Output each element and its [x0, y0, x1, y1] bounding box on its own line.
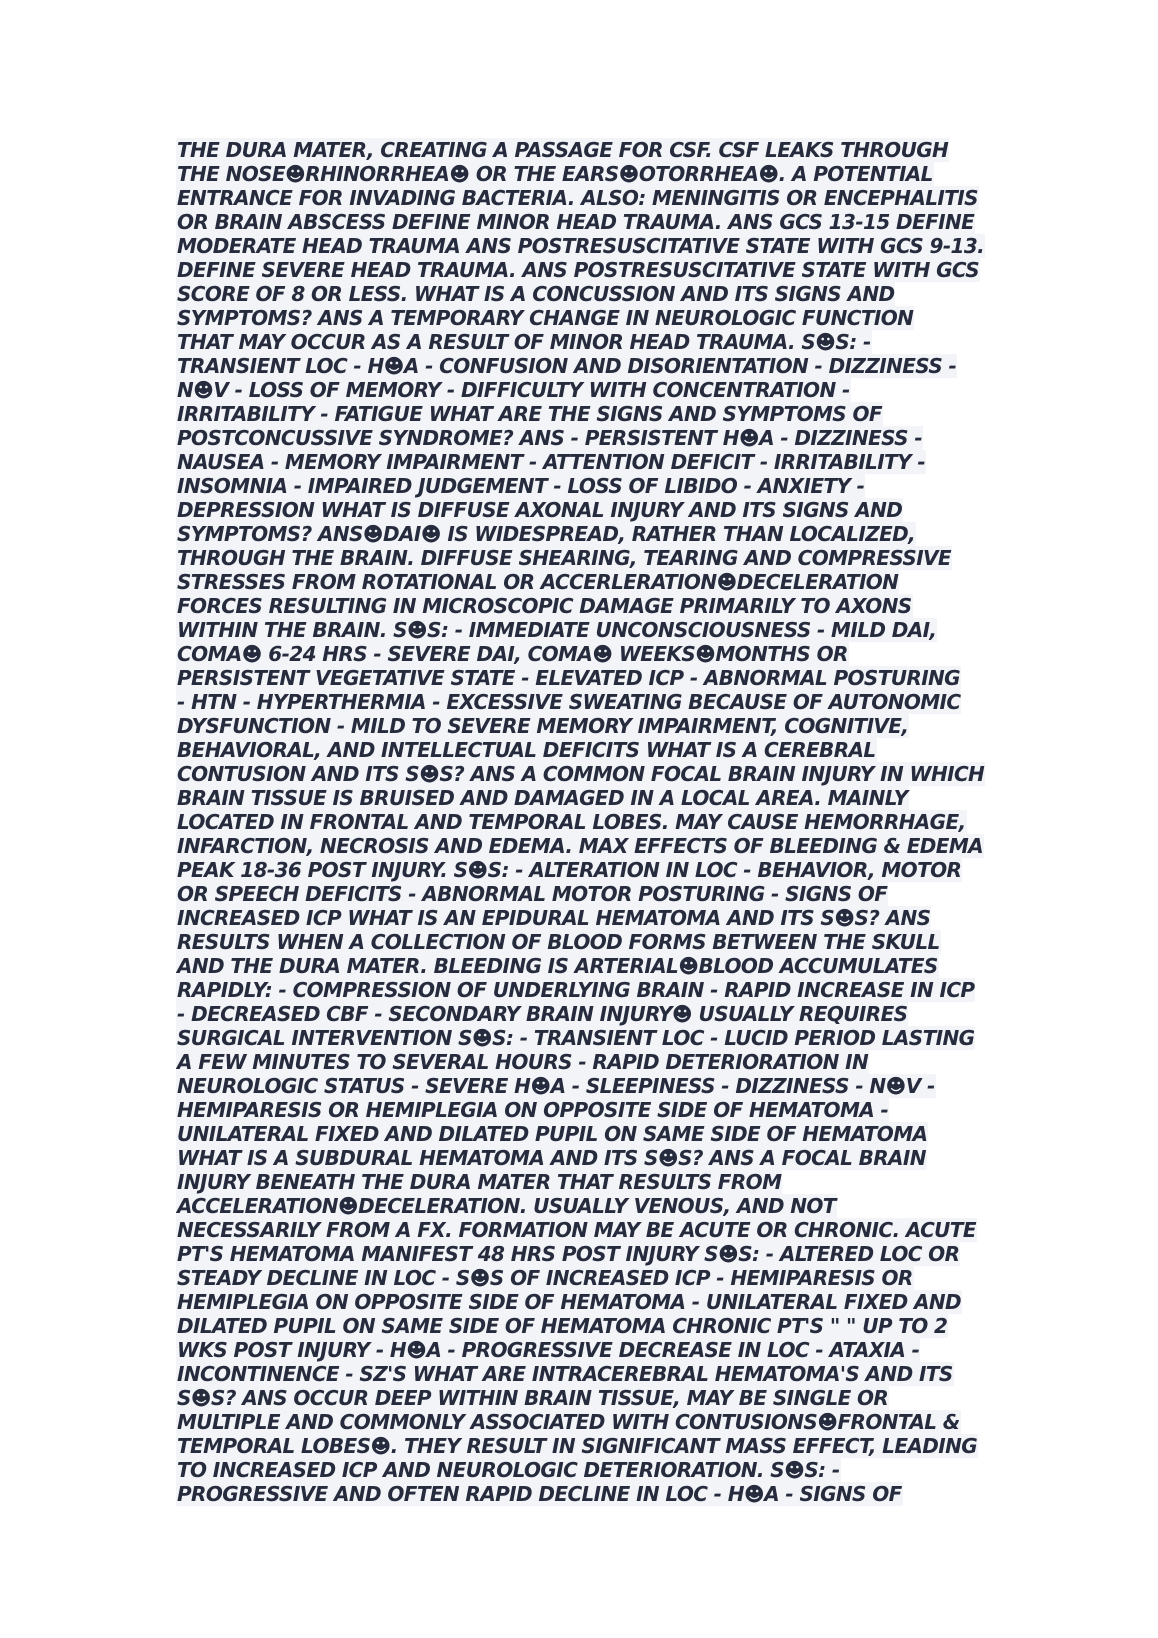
text-line-content: TEMPORAL LOBES☻. THEY RESULT IN SIGNIFICANT MASS EFFECT, LEADING — [177, 1434, 978, 1458]
text-line — [176, 786, 1006, 810]
text-line — [176, 1266, 1006, 1290]
text-line — [176, 354, 1006, 378]
text-line-content: INCONTINENCE - SZ'S WHAT ARE INTRACEREBRAL HEMATOMA'S AND ITS — [177, 1362, 953, 1386]
text-line — [176, 282, 1006, 306]
text-line — [176, 1122, 1006, 1146]
text-line — [176, 1194, 1006, 1218]
text-line — [176, 234, 1006, 258]
text-line-content: DYSFUNCTION - MILD TO SEVERE MEMORY IMPAIRMENT, COGNITIVE, — [177, 714, 909, 738]
text-line-content: SCORE OF 8 OR LESS. WHAT IS A CONCUSSION AND ITS SIGNS AND — [177, 282, 895, 306]
text-line — [176, 1338, 1006, 1362]
text-line — [176, 522, 1006, 546]
text-line-content: PEAK 18-36 POST INJURY. S☻S: - ALTERATION IN LOC - BEHAVIOR, MOTOR — [177, 858, 962, 882]
text-line-content: SYMPTOMS? ANS☻DAI☻ IS WIDESPREAD, RATHER THAN LOCALIZED, — [177, 522, 916, 546]
text-line-content: - DECREASED CBF - SECONDARY BRAIN INJURY☻ USUALLY REQUIRES — [177, 1002, 908, 1026]
text-line-content: THE DURA MATER, CREATING A PASSAGE FOR CSF. CSF LEAKS THROUGH — [177, 138, 949, 162]
document-body-text — [176, 138, 1006, 1506]
text-line-content: INCREASED ICP WHAT IS AN EPIDURAL HEMATOMA AND ITS S☻S? ANS — [177, 906, 931, 930]
text-line-content: COMA☻ 6-24 HRS - SEVERE DAI, COMA☻ WEEKS☻MONTHS OR — [177, 642, 848, 666]
text-line — [176, 1002, 1006, 1026]
text-line-content: - HTN - HYPERTHERMIA - EXCESSIVE SWEATING BECAUSE OF AUTONOMIC — [177, 690, 961, 714]
text-line-content: DEPRESSION WHAT IS DIFFUSE AXONAL INJURY AND ITS SIGNS AND — [177, 498, 903, 522]
text-line — [176, 834, 1006, 858]
text-line — [176, 1410, 1006, 1434]
text-line-content: RAPIDLY: - COMPRESSION OF UNDERLYING BRAIN - RAPID INCREASE IN ICP — [177, 978, 975, 1002]
text-line — [176, 930, 1006, 954]
text-line — [176, 378, 1006, 402]
text-line — [176, 570, 1006, 594]
text-line — [176, 1218, 1006, 1242]
text-line-content: HEMIPARESIS OR HEMIPLEGIA ON OPPOSITE SIDE OF HEMATOMA - — [177, 1098, 889, 1122]
text-line-content: INJURY BENEATH THE DURA MATER THAT RESULTS FROM — [177, 1170, 782, 1194]
text-line — [176, 138, 1006, 162]
text-line — [176, 642, 1006, 666]
text-line-content: NAUSEA - MEMORY IMPAIRMENT - ATTENTION DEFICIT - IRRITABILITY - — [177, 450, 926, 474]
text-line — [176, 1434, 1006, 1458]
text-line — [176, 546, 1006, 570]
text-line-content: ENTRANCE FOR INVADING BACTERIA. ALSO: MENINGITIS OR ENCEPHALITIS — [177, 186, 978, 210]
text-line-content: WHAT IS A SUBDURAL HEMATOMA AND ITS S☻S? ANS A FOCAL BRAIN — [177, 1146, 926, 1170]
text-line-content: THROUGH THE BRAIN. DIFFUSE SHEARING, TEARING AND COMPRESSIVE — [177, 546, 951, 570]
text-line — [176, 954, 1006, 978]
text-line-content: PERSISTENT VEGETATIVE STATE - ELEVATED ICP - ABNORMAL POSTURING — [177, 666, 960, 690]
text-line — [176, 1050, 1006, 1074]
text-line-content: STEADY DECLINE IN LOC - S☻S OF INCREASED ICP - HEMIPARESIS OR — [177, 1266, 913, 1290]
text-line — [176, 210, 1006, 234]
text-line-content: NECESSARILY FROM A FX. FORMATION MAY BE ACUTE OR CHRONIC. ACUTE — [177, 1218, 976, 1242]
text-line — [176, 1026, 1006, 1050]
text-line-content: ACCELERATION☻DECELERATION. USUALLY VENOUS, AND NOT — [177, 1194, 836, 1218]
text-line-content: THAT MAY OCCUR AS A RESULT OF MINOR HEAD TRAUMA. S☻S: - — [177, 330, 871, 354]
text-line-content: DILATED PUPIL ON SAME SIDE OF HEMATOMA CHRONIC PT'S " " UP TO 2 — [177, 1314, 948, 1338]
text-line — [176, 426, 1006, 450]
text-line — [176, 810, 1006, 834]
text-line-content: CONTUSION AND ITS S☻S? ANS A COMMON FOCAL BRAIN INJURY IN WHICH — [177, 762, 985, 786]
text-line — [176, 258, 1006, 282]
text-line — [176, 1242, 1006, 1266]
text-line-content: AND THE DURA MATER. BLEEDING IS ARTERIAL☻BLOOD ACCUMULATES — [177, 954, 938, 978]
text-line-content: OR BRAIN ABSCESS DEFINE MINOR HEAD TRAUMA. ANS GCS 13-15 DEFINE — [177, 210, 975, 234]
text-line — [176, 1482, 1006, 1506]
text-line-content: MULTIPLE AND COMMONLY ASSOCIATED WITH CONTUSIONS☻FRONTAL & — [177, 1410, 960, 1434]
text-line-content: UNILATERAL FIXED AND DILATED PUPIL ON SAME SIDE OF HEMATOMA — [177, 1122, 928, 1146]
text-line — [176, 450, 1006, 474]
text-line-content: PT'S HEMATOMA MANIFEST 48 HRS POST INJURY S☻S: - ALTERED LOC OR — [177, 1242, 960, 1266]
text-line-content: THE NOSE☻RHINORRHEA☻ OR THE EARS☻OTORRHEA☻. A POTENTIAL — [177, 162, 933, 186]
text-line-content: BRAIN TISSUE IS BRUISED AND DAMAGED IN A LOCAL AREA. MAINLY — [177, 786, 908, 810]
text-line-content: RESULTS WHEN A COLLECTION OF BLOOD FORMS BETWEEN THE SKULL — [177, 930, 940, 954]
text-line — [176, 330, 1006, 354]
text-line-content: IRRITABILITY - FATIGUE WHAT ARE THE SIGNS AND SYMPTOMS OF — [177, 402, 882, 426]
text-line — [176, 1458, 1006, 1482]
text-line — [176, 906, 1006, 930]
text-line — [176, 1290, 1006, 1314]
text-line — [176, 666, 1006, 690]
text-line — [176, 498, 1006, 522]
text-line — [176, 1362, 1006, 1386]
text-line-content: TO INCREASED ICP AND NEUROLOGIC DETERIORATION. S☻S: - — [177, 1458, 840, 1482]
text-line — [176, 762, 1006, 786]
text-line-content: WITHIN THE BRAIN. S☻S: - IMMEDIATE UNCONSCIOUSNESS - MILD DAI, — [177, 618, 937, 642]
text-line — [176, 714, 1006, 738]
text-line — [176, 1170, 1006, 1194]
text-line-content: INSOMNIA - IMPAIRED JUDGEMENT - LOSS OF LIBIDO - ANXIETY - — [177, 474, 865, 498]
text-line — [176, 1098, 1006, 1122]
text-line — [176, 1146, 1006, 1170]
text-line — [176, 1074, 1006, 1098]
text-line-content: HEMIPLEGIA ON OPPOSITE SIDE OF HEMATOMA - UNILATERAL FIXED AND — [177, 1290, 962, 1314]
text-line-content: FORCES RESULTING IN MICROSCOPIC DAMAGE PRIMARILY TO AXONS — [177, 594, 912, 618]
text-line-content: S☻S? ANS OCCUR DEEP WITHIN BRAIN TISSUE, MAY BE SINGLE OR — [177, 1386, 889, 1410]
text-line-content: DEFINE SEVERE HEAD TRAUMA. ANS POSTRESUSCITATIVE STATE WITH GCS — [177, 258, 980, 282]
text-line — [176, 858, 1006, 882]
text-line — [176, 1386, 1006, 1410]
text-line-content: PROGRESSIVE AND OFTEN RAPID DECLINE IN LOC - H☻A - SIGNS OF — [177, 1482, 902, 1506]
text-line — [176, 306, 1006, 330]
text-line-content: SURGICAL INTERVENTION S☻S: - TRANSIENT LOC - LUCID PERIOD LASTING — [177, 1026, 975, 1050]
text-line-content: TRANSIENT LOC - H☻A - CONFUSION AND DISORIENTATION - DIZZINESS - — [177, 354, 957, 378]
text-line — [176, 1314, 1006, 1338]
text-line — [176, 738, 1006, 762]
text-line — [176, 618, 1006, 642]
text-line — [176, 186, 1006, 210]
text-line — [176, 402, 1006, 426]
text-line-content: SYMPTOMS? ANS A TEMPORARY CHANGE IN NEUROLOGIC FUNCTION — [177, 306, 914, 330]
text-line-content: OR SPEECH DEFICITS - ABNORMAL MOTOR POSTURING - SIGNS OF — [177, 882, 888, 906]
text-line-content: INFARCTION, NECROSIS AND EDEMA. MAX EFFECTS OF BLEEDING & EDEMA — [177, 834, 984, 858]
text-line — [176, 474, 1006, 498]
text-line-content: N☻V - LOSS OF MEMORY - DIFFICULTY WITH CONCENTRATION - — [177, 378, 850, 402]
text-line-content: BEHAVIORAL, AND INTELLECTUAL DEFICITS WHAT IS A CEREBRAL — [177, 738, 876, 762]
text-line-content: NEUROLOGIC STATUS - SEVERE H☻A - SLEEPINESS - DIZZINESS - N☻V - — [177, 1074, 935, 1098]
text-line — [176, 690, 1006, 714]
text-line-content: LOCATED IN FRONTAL AND TEMPORAL LOBES. MAY CAUSE HEMORRHAGE, — [177, 810, 966, 834]
text-line-content: STRESSES FROM ROTATIONAL OR ACCERLERATION☻DECELERATION — [177, 570, 899, 594]
text-line — [176, 882, 1006, 906]
text-line-content: POSTCONCUSSIVE SYNDROME? ANS - PERSISTENT H☻A - DIZZINESS - — [177, 426, 923, 450]
text-line — [176, 978, 1006, 1002]
text-line-content: A FEW MINUTES TO SEVERAL HOURS - RAPID DETERIORATION IN — [177, 1050, 869, 1074]
text-line — [176, 594, 1006, 618]
text-line — [176, 162, 1006, 186]
text-line-content: MODERATE HEAD TRAUMA ANS POSTRESUSCITATIVE STATE WITH GCS 9-13. — [177, 234, 985, 258]
text-line-content: WKS POST INJURY - H☻A - PROGRESSIVE DECREASE IN LOC - ATAXIA - — [177, 1338, 920, 1362]
